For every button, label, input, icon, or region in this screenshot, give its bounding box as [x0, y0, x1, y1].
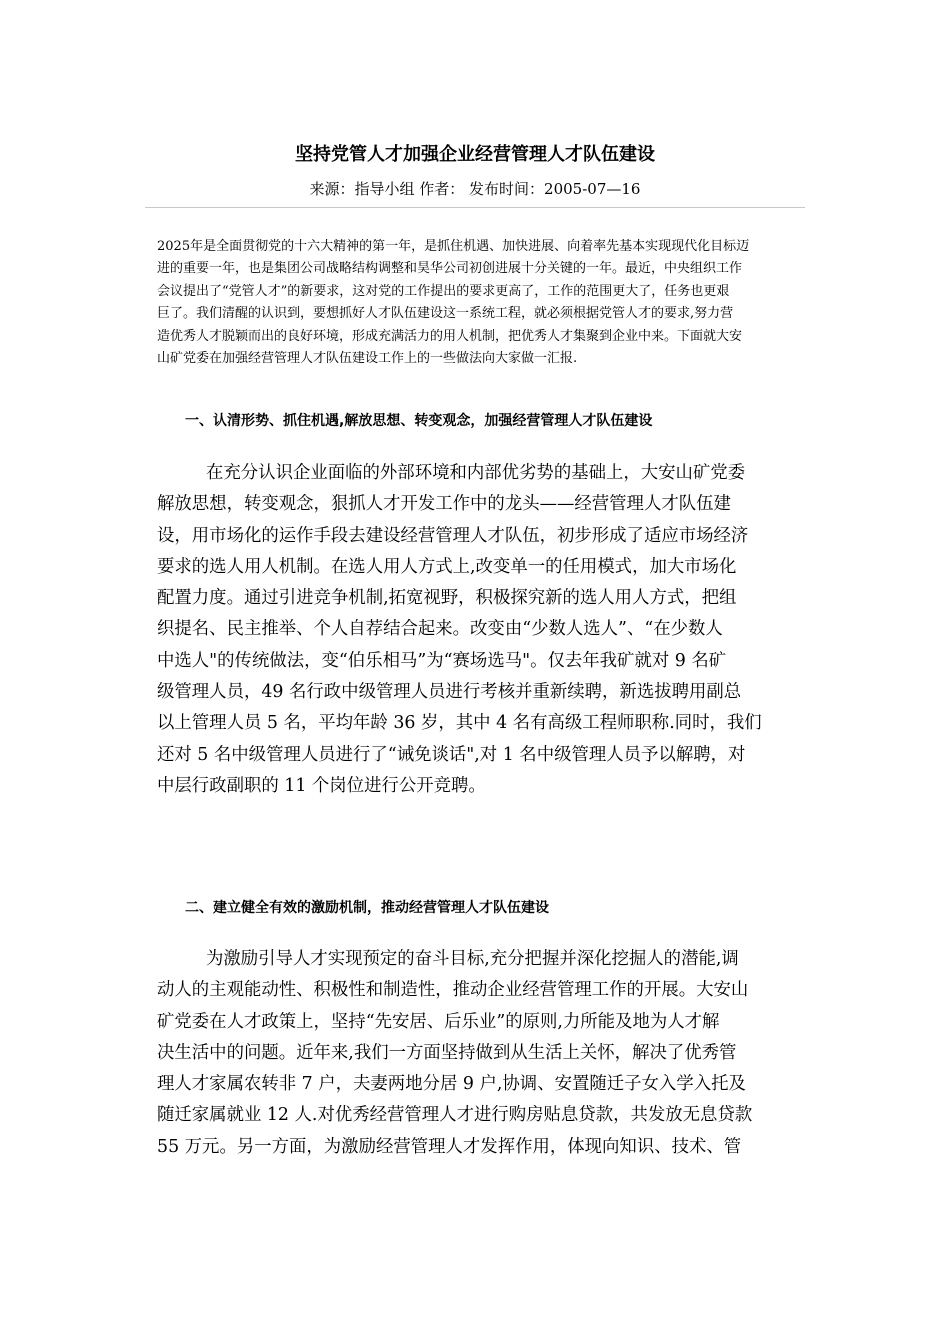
paragraph-line: 理人才家属农转非 7 户，夫妻两地分居 9 户,协调、安置随迁子女入学入托及 [157, 1074, 746, 1095]
paragraph-line: 在充分认识企业面临的外部环境和内部优劣势的基础上，大安山矿党委 [206, 463, 746, 483]
paragraph-line: 决生活中的问题。近年来,我们一方面坚持做到从生活上关怀，解决了优秀管 [157, 1042, 737, 1063]
paragraph-line: 解放思想，转变观念，狠抓人才开发工作中的龙头——经营管理人才队伍建 [157, 494, 731, 515]
intro-line: 进的重要一年，也是集团公司战略结构调整和昊华公司初创进展十分关键的一年。最近，中央组织工作 [157, 261, 743, 277]
document-meta: 来源：指导小组 作者： 发布时间：2005-07—16 [309, 180, 641, 198]
paragraph-line: 织提名、民主推举、个人自荐结合起来。改变由“少数人选人”、“在少数人 [157, 619, 723, 640]
section-2-heading: 二、建立健全有效的激励机制，推动经营管理人才队伍建设 [185, 900, 549, 916]
title-divider [145, 207, 805, 208]
paragraph-line: 中选人"的传统做法，变“伯乐相马”为“赛场选马"。仅去年我矿就对 9 名矿 [157, 650, 727, 671]
paragraph-line: 动人的主观能动性、积极性和制造性，推动企业经营管理工作的开展。大安山 [157, 980, 749, 1001]
intro-line: 山矿党委在加强经营管理人才队伍建设工作上的一些做法向大家做一汇报. [157, 351, 578, 367]
intro-line: 造优秀人才脱颖而出的良好环境，形成充满活力的用人机制，把优秀人才集聚到企业中来。下面就大安 [157, 328, 743, 344]
document-title: 坚持党管人才加强企业经营管理人才队伍建设 [295, 144, 655, 165]
paragraph-line: 设，用市场化的运作手段去建设经营管理人才队伍，初步形成了适应市场经济 [157, 525, 749, 546]
paragraph-line: 以上管理人员 5 名，平均年龄 36 岁，其中 4 名有高级工程师职称.同时，我们 [157, 713, 762, 734]
paragraph-line: 配置力度。通过引进竞争机制,拓宽视野，积极探究新的选人用人方式，把组 [157, 588, 737, 609]
section-1-heading: 一、认清形势、抓住机遇,解放思想、转变观念，加强经营管理人才队伍建设 [185, 413, 653, 429]
paragraph-line: 为激励引导人才实现预定的奋斗目标,充分把握并深化挖掘人的潜能,调 [206, 949, 739, 969]
paragraph-line: 55 万元。另一方面，为激励经营管理人才发挥作用，体现向知识、技术、管 [157, 1136, 742, 1157]
paragraph-line: 随迁家属就业 12 人.对优秀经营管理人才进行购房贴息贷款，共发放无息贷款 [157, 1105, 753, 1126]
intro-line: 巨了。我们清醒的认识到，要想抓好人才队伍建设这一系统工程，就必须根据党管人才的要求,努力营 [157, 306, 734, 322]
intro-line: 会议提出了“党管人才”的新要求，这对党的工作提出的要求更高了，工作的范围更大了，任务也更艰 [157, 283, 730, 299]
paragraph-line: 还对 5 名中级管理人员进行了“诫免谈话",对 1 名中级管理人员予以解聘，对 [157, 744, 746, 765]
paragraph-line: 中层行政副职的 11 个岗位进行公开竞聘。 [157, 775, 486, 796]
paragraph-line: 矿党委在人才政策上，坚持“先安居、后乐业”的原则,力所能及地为人才解 [157, 1011, 720, 1032]
paragraph-line: 级管理人员，49 名行政中级管理人员进行考核并重新续聘，新选拔聘用副总 [157, 682, 742, 703]
intro-line: 2025年是全面贯彻党的十六大精神的第一年，是抓住机遇、加快进展、向着率先基本实现现代化目标迈 [157, 239, 750, 254]
section-1-paragraph [157, 458, 807, 802]
paragraph-line: 要求的选人用人机制。在选人用人方式上,改变单一的任用模式，加大市场化 [157, 556, 737, 577]
intro-paragraph [157, 236, 805, 370]
section-2-paragraph [157, 944, 807, 1163]
